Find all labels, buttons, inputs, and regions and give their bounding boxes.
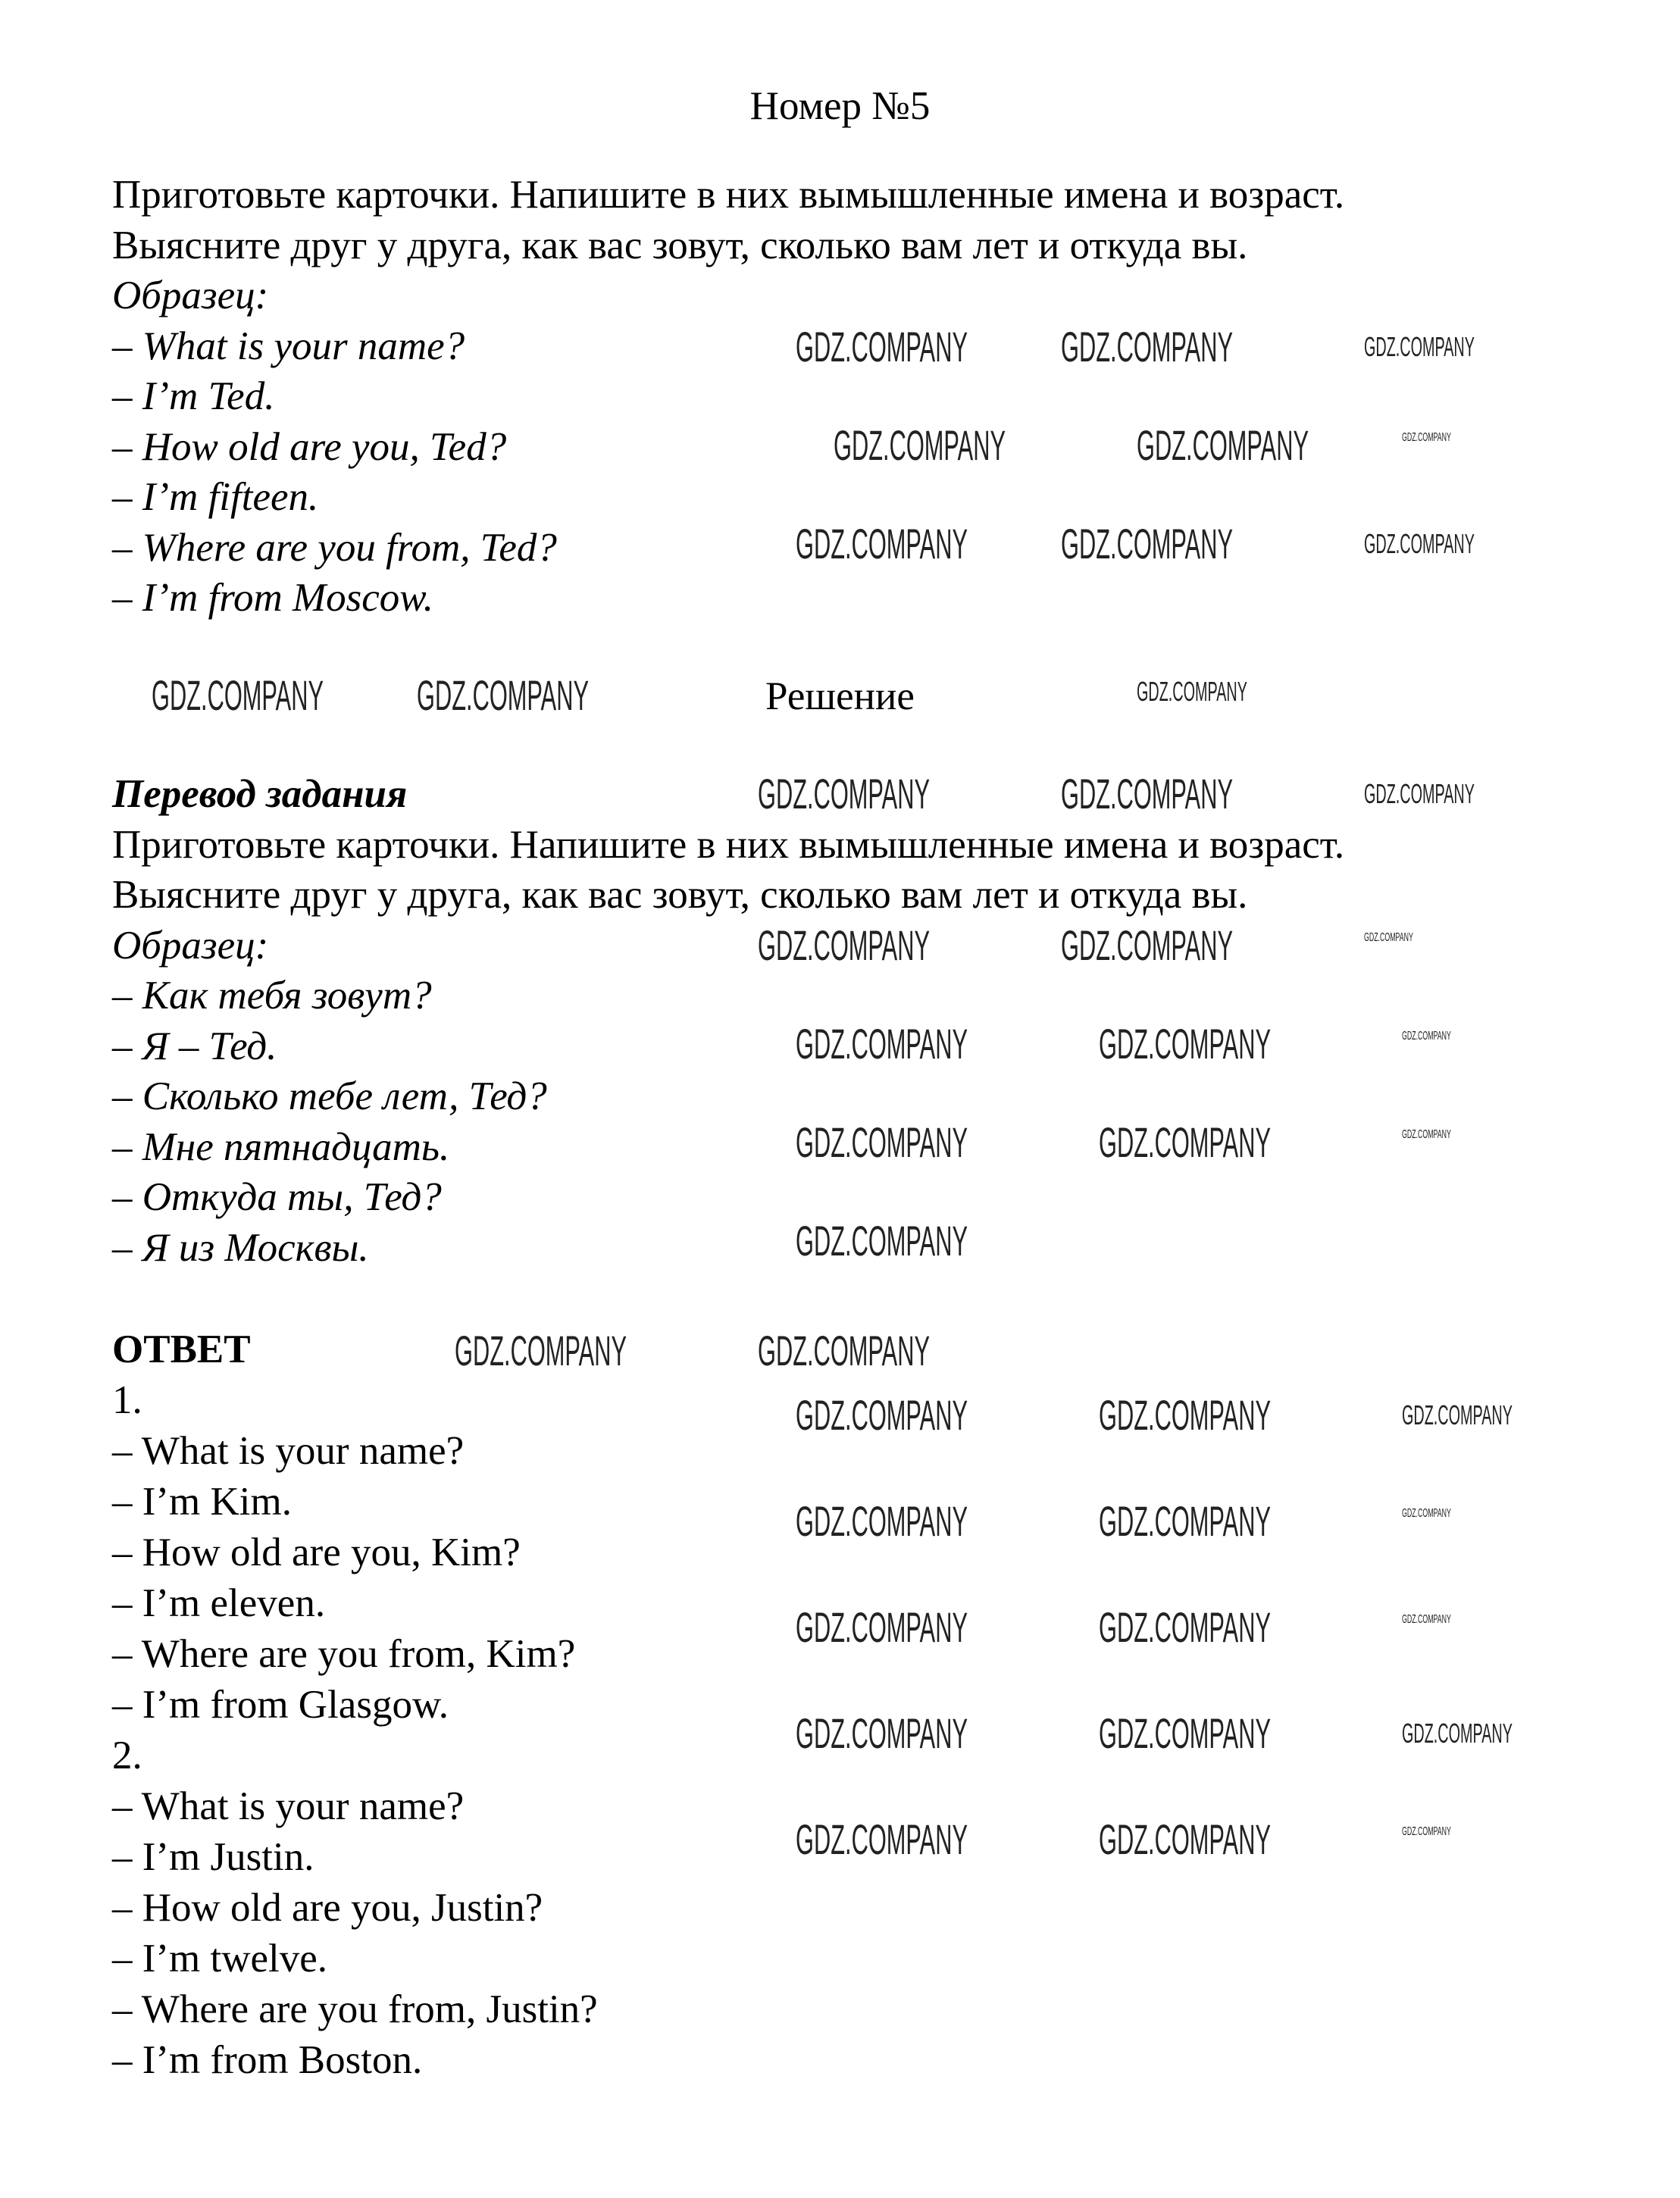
dialogue-number: 2. (112, 1734, 142, 1777)
watermark: GDZ.COMPANY (796, 1118, 968, 1166)
sample-label: Образец: (112, 274, 269, 317)
translation-heading: Перевод задания (112, 772, 408, 816)
watermark: GDZ.COMPANY (1099, 1118, 1272, 1166)
watermark: GDZ.COMPANY (796, 1815, 968, 1863)
translation-sample-line: – Откуда ты, Тед? (112, 1175, 442, 1219)
answer-line: – I’m Kim. (112, 1480, 292, 1524)
watermark: GDZ.COMPANY (1402, 1507, 1451, 1520)
watermark: GDZ.COMPANY (796, 1709, 968, 1757)
translation-sample-line: – Мне пятнадцать. (112, 1125, 450, 1169)
watermark: GDZ.COMPANY (796, 520, 968, 567)
translation-sample-line: – Я из Москвы. (112, 1226, 369, 1270)
watermark: GDZ.COMPANY (1061, 921, 1234, 969)
watermark: GDZ.COMPANY (796, 1020, 968, 1068)
dialogue-number: 1. (112, 1378, 142, 1422)
translation-sample-line: – Сколько тебе лет, Тед? (112, 1074, 547, 1118)
watermark: GDZ.COMPANY (1137, 676, 1247, 707)
task-line: Выясните друг у друга, как вас зовут, сколько вам лет и откуда вы. (112, 224, 1248, 267)
sample-line: – I’m Ted. (112, 374, 275, 418)
answer-line: – What is your name? (112, 1429, 465, 1473)
watermark: GDZ.COMPANY (1099, 1709, 1272, 1757)
answer-heading: ОТВЕТ (112, 1327, 251, 1371)
answer-line: – Where are you from, Justin? (112, 1987, 598, 2031)
watermark: GDZ.COMPANY (796, 323, 968, 371)
watermark: GDZ.COMPANY (455, 1327, 627, 1374)
translation-line: Выясните друг у друга, как вас зовут, сколько вам лет и откуда вы. (112, 873, 1248, 917)
watermark: GDZ.COMPANY (834, 421, 1006, 469)
watermark: GDZ.COMPANY (758, 1327, 931, 1374)
watermark: GDZ.COMPANY (1099, 1391, 1272, 1439)
watermark: GDZ.COMPANY (1402, 1718, 1513, 1749)
watermark: GDZ.COMPANY (152, 671, 324, 719)
task-line: Приготовьте карточки. Напишите в них вымышленные имена и возраст. (112, 173, 1345, 217)
translation-sample-line: – Как тебя зовут? (112, 974, 432, 1018)
watermark: GDZ.COMPANY (758, 921, 931, 969)
answer-line: – I’m Justin. (112, 1835, 314, 1879)
watermark: GDZ.COMPANY (1061, 520, 1234, 567)
answer-line: – I’m twelve. (112, 1937, 328, 1981)
watermark: GDZ.COMPANY (758, 770, 931, 818)
watermark: GDZ.COMPANY (1402, 1128, 1451, 1141)
translation-line: Приготовьте карточки. Напишите в них вымышленные имена и возраст. (112, 823, 1345, 867)
watermark: GDZ.COMPANY (417, 671, 590, 719)
answer-line: – I’m from Boston. (112, 2038, 423, 2082)
watermark: GDZ.COMPANY (1099, 1497, 1272, 1545)
sample-line: – Where are you from, Ted? (112, 526, 557, 570)
watermark: GDZ.COMPANY (796, 1217, 968, 1265)
watermark: GDZ.COMPANY (796, 1497, 968, 1545)
answer-line: – How old are you, Justin? (112, 1886, 543, 1930)
sample-line: – I’m fifteen. (112, 475, 319, 519)
watermark: GDZ.COMPANY (1364, 528, 1475, 559)
answer-line: – I’m from Glasgow. (112, 1683, 449, 1727)
watermark: GDZ.COMPANY (1402, 1030, 1451, 1043)
translation-sample-line: – Я – Тед. (112, 1024, 277, 1068)
sample-line: – How old are you, Ted? (112, 425, 507, 469)
watermark: GDZ.COMPANY (1402, 1399, 1513, 1430)
answer-line: – I’m eleven. (112, 1581, 326, 1625)
watermark: GDZ.COMPANY (1099, 1020, 1272, 1068)
sample-line: – What is your name? (112, 324, 465, 368)
watermark: GDZ.COMPANY (1402, 1613, 1451, 1626)
watermark: GDZ.COMPANY (1402, 1825, 1451, 1838)
watermark: GDZ.COMPANY (1364, 931, 1413, 944)
watermark: GDZ.COMPANY (1137, 421, 1309, 469)
answer-line: – How old are you, Kim? (112, 1530, 521, 1574)
translation-sample-label: Образец: (112, 924, 269, 968)
watermark: GDZ.COMPANY (1364, 778, 1475, 809)
watermark: GDZ.COMPANY (796, 1603, 968, 1651)
answer-line: – What is your name? (112, 1784, 465, 1828)
watermark: GDZ.COMPANY (1402, 431, 1451, 444)
watermark: GDZ.COMPANY (1364, 331, 1475, 362)
watermark: GDZ.COMPANY (796, 1391, 968, 1439)
page-title: Номер №5 (749, 84, 931, 128)
watermark: GDZ.COMPANY (1099, 1815, 1272, 1863)
sample-line: – I’m from Moscow. (112, 576, 433, 620)
watermark: GDZ.COMPANY (1099, 1603, 1272, 1651)
solution-heading: Решение (765, 674, 915, 718)
watermark: GDZ.COMPANY (1061, 770, 1234, 818)
answer-line: – Where are you from, Kim? (112, 1632, 576, 1676)
watermark: GDZ.COMPANY (1061, 323, 1234, 371)
